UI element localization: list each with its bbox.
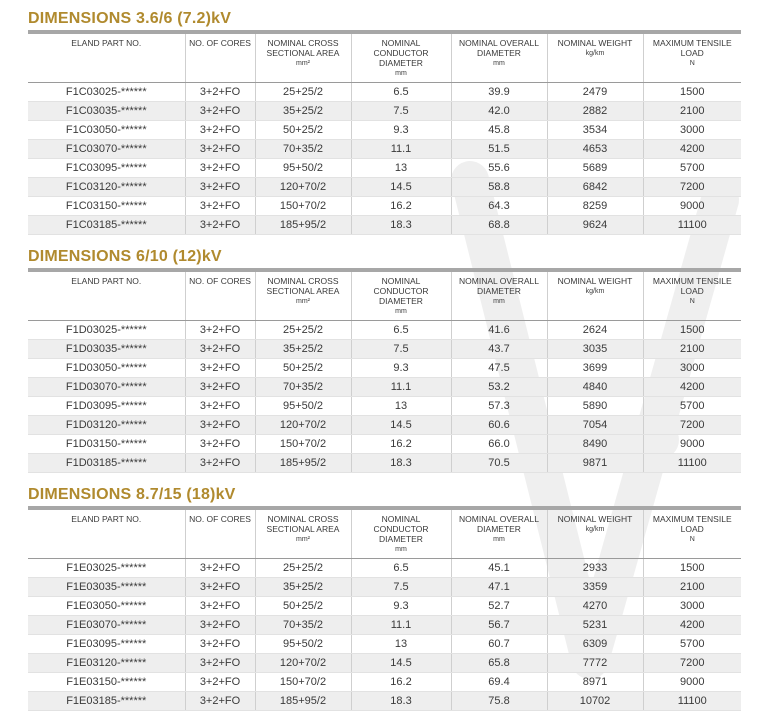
table-cell: 18.3	[351, 692, 451, 711]
table-cell: 3+2+FO	[185, 616, 255, 635]
column-header-label: NOMINAL OVERALL DIAMETER	[459, 38, 539, 58]
table-cell: 25+25/2	[255, 559, 351, 578]
table-cell: 35+25/2	[255, 102, 351, 121]
table-row	[28, 416, 741, 435]
table-cell: 3359	[547, 578, 643, 597]
column-header-label: NO. OF CORES	[189, 276, 251, 286]
table-cell: 39.9	[451, 83, 547, 102]
table-cell: 3+2+FO	[185, 454, 255, 473]
table-cell: 95+50/2	[255, 159, 351, 178]
table-cell: 13	[351, 159, 451, 178]
table-cell: 2100	[643, 578, 741, 597]
table-cell: 11.1	[351, 378, 451, 397]
table-cell: 7.5	[351, 102, 451, 121]
table-cell: 7.5	[351, 340, 451, 359]
table-cell: 3+2+FO	[185, 321, 255, 340]
table-cell: 3000	[643, 597, 741, 616]
column-header	[547, 270, 643, 321]
table-cell: F1C03025-******	[28, 83, 185, 102]
dimensions-table	[28, 268, 741, 473]
column-header-label: ELAND PART NO.	[71, 276, 142, 286]
table-cell: 9624	[547, 216, 643, 235]
table-cell: 45.1	[451, 559, 547, 578]
table-cell: 7200	[643, 654, 741, 673]
table-cell: 3035	[547, 340, 643, 359]
table-cell: F1D03120-******	[28, 416, 185, 435]
column-header	[255, 508, 351, 559]
table-cell: 3+2+FO	[185, 559, 255, 578]
table-cell: 3+2+FO	[185, 121, 255, 140]
table-cell: 7200	[643, 416, 741, 435]
table-cell: 3+2+FO	[185, 140, 255, 159]
column-header	[643, 508, 741, 559]
table-cell: 25+25/2	[255, 83, 351, 102]
table-cell: 14.5	[351, 178, 451, 197]
table-row	[28, 216, 741, 235]
table-cell: 3+2+FO	[185, 178, 255, 197]
column-header-unit: mm	[395, 308, 407, 315]
section-2	[28, 246, 741, 473]
table-cell: 5700	[643, 159, 741, 178]
table-cell: 3+2+FO	[185, 102, 255, 121]
table-cell: 2624	[547, 321, 643, 340]
column-header	[185, 508, 255, 559]
dimensions-table	[28, 30, 741, 235]
table-cell: 8971	[547, 673, 643, 692]
column-header-label: NO. OF CORES	[189, 514, 251, 524]
table-cell: 3000	[643, 121, 741, 140]
column-header	[351, 32, 451, 83]
table-row	[28, 654, 741, 673]
column-header-unit: N	[689, 298, 695, 305]
column-header-label: NOMINAL WEIGHT	[557, 38, 633, 48]
table-cell: 9871	[547, 454, 643, 473]
table-cell: 68.8	[451, 216, 547, 235]
section-title: DIMENSIONS 3.6/6 (7.2)kV	[28, 10, 232, 27]
table-cell: 47.5	[451, 359, 547, 378]
table-cell: 9000	[643, 197, 741, 216]
table-cell: 58.8	[451, 178, 547, 197]
table-cell: 65.8	[451, 654, 547, 673]
table-cell: 3+2+FO	[185, 692, 255, 711]
table-cell: 3534	[547, 121, 643, 140]
table-cell: 7.5	[351, 578, 451, 597]
table-cell: 120+70/2	[255, 654, 351, 673]
table-cell: 53.2	[451, 378, 547, 397]
table-row	[28, 178, 741, 197]
section-1	[28, 8, 741, 235]
table-cell: F1C03035-******	[28, 102, 185, 121]
table-cell: 150+70/2	[255, 197, 351, 216]
table-cell: 11.1	[351, 616, 451, 635]
table-cell: 9000	[643, 435, 741, 454]
column-header	[451, 508, 547, 559]
column-header-label: MAXIMUM TENSILE LOAD	[652, 38, 732, 58]
column-header-unit: mm	[395, 70, 407, 77]
table-row	[28, 578, 741, 597]
table-cell: 56.7	[451, 616, 547, 635]
table-row	[28, 378, 741, 397]
table-cell: 6842	[547, 178, 643, 197]
table-cell: 16.2	[351, 435, 451, 454]
table-cell: F1C03070-******	[28, 140, 185, 159]
table-cell: 16.2	[351, 673, 451, 692]
table-cell: 60.7	[451, 635, 547, 654]
table-row	[28, 321, 741, 340]
table-cell: F1C03050-******	[28, 121, 185, 140]
table-cell: 7772	[547, 654, 643, 673]
table-cell: F1D03185-******	[28, 454, 185, 473]
table-cell: 95+50/2	[255, 397, 351, 416]
table-cell: 35+25/2	[255, 578, 351, 597]
table-cell: 70+35/2	[255, 378, 351, 397]
table-cell: 35+25/2	[255, 340, 351, 359]
table-cell: 3+2+FO	[185, 159, 255, 178]
table-cell: 3000	[643, 359, 741, 378]
column-header-unit: mm²	[296, 60, 310, 67]
column-header-unit: mm	[493, 536, 505, 543]
table-cell: 50+25/2	[255, 359, 351, 378]
table-cell: 13	[351, 635, 451, 654]
table-cell: 66.0	[451, 435, 547, 454]
column-header-label: NOMINAL CONDUCTOR DIAMETER	[373, 514, 429, 544]
table-row	[28, 140, 741, 159]
column-header-label: NO. OF CORES	[189, 38, 251, 48]
table-cell: 7200	[643, 178, 741, 197]
table-row	[28, 673, 741, 692]
column-header	[28, 270, 185, 321]
table-cell: F1D03095-******	[28, 397, 185, 416]
table-cell: 185+95/2	[255, 454, 351, 473]
column-header-unit: N	[689, 536, 695, 543]
table-cell: 2882	[547, 102, 643, 121]
table-cell: 10702	[547, 692, 643, 711]
column-header	[451, 32, 547, 83]
table-header-row	[28, 32, 741, 83]
table-cell: 9.3	[351, 359, 451, 378]
column-header-unit: mm²	[296, 536, 310, 543]
column-header-unit: kg/km	[585, 50, 605, 57]
table-cell: 6.5	[351, 321, 451, 340]
table-cell: F1D03050-******	[28, 359, 185, 378]
table-row	[28, 435, 741, 454]
table-cell: 3+2+FO	[185, 83, 255, 102]
table-cell: 6.5	[351, 559, 451, 578]
table-cell: 5689	[547, 159, 643, 178]
table-cell: 2100	[643, 340, 741, 359]
column-header-label: NOMINAL CONDUCTOR DIAMETER	[373, 38, 429, 68]
table-cell: 52.7	[451, 597, 547, 616]
table-cell: 14.5	[351, 416, 451, 435]
column-header	[28, 508, 185, 559]
table-cell: 5700	[643, 635, 741, 654]
column-header-label: NOMINAL WEIGHT	[557, 276, 633, 286]
table-cell: 11.1	[351, 140, 451, 159]
column-header	[547, 508, 643, 559]
table-cell: 4270	[547, 597, 643, 616]
table-row	[28, 559, 741, 578]
table-cell: F1E03150-******	[28, 673, 185, 692]
table-cell: 150+70/2	[255, 435, 351, 454]
table-cell: 60.6	[451, 416, 547, 435]
table-row	[28, 635, 741, 654]
column-header	[643, 270, 741, 321]
table-cell: 50+25/2	[255, 597, 351, 616]
table-row	[28, 159, 741, 178]
table-cell: F1C03120-******	[28, 178, 185, 197]
column-header-label: NOMINAL OVERALL DIAMETER	[459, 514, 539, 534]
table-cell: 4840	[547, 378, 643, 397]
table-cell: 5700	[643, 397, 741, 416]
table-cell: F1E03120-******	[28, 654, 185, 673]
table-cell: 43.7	[451, 340, 547, 359]
column-header-unit: N	[689, 60, 695, 67]
table-row	[28, 397, 741, 416]
table-cell: 95+50/2	[255, 635, 351, 654]
table-cell: F1D03035-******	[28, 340, 185, 359]
column-header-unit: mm	[395, 546, 407, 553]
table-cell: 6309	[547, 635, 643, 654]
dimensions-table	[28, 506, 741, 711]
table-cell: 8259	[547, 197, 643, 216]
table-row	[28, 454, 741, 473]
table-cell: 70.5	[451, 454, 547, 473]
table-cell: 4653	[547, 140, 643, 159]
column-header-unit: kg/km	[585, 526, 605, 533]
table-cell: 55.6	[451, 159, 547, 178]
table-row	[28, 692, 741, 711]
column-header-label: ELAND PART NO.	[71, 38, 142, 48]
table-header-row	[28, 270, 741, 321]
table-cell: 64.3	[451, 197, 547, 216]
table-cell: 6.5	[351, 83, 451, 102]
table-cell: 4200	[643, 378, 741, 397]
table-cell: 18.3	[351, 216, 451, 235]
table-cell: 3+2+FO	[185, 378, 255, 397]
table-cell: F1E03070-******	[28, 616, 185, 635]
table-cell: 120+70/2	[255, 178, 351, 197]
column-header	[255, 32, 351, 83]
table-cell: 70+35/2	[255, 140, 351, 159]
table-cell: 45.8	[451, 121, 547, 140]
table-cell: 3+2+FO	[185, 416, 255, 435]
table-cell: F1C03150-******	[28, 197, 185, 216]
table-cell: 9000	[643, 673, 741, 692]
table-cell: 3+2+FO	[185, 654, 255, 673]
table-cell: 4200	[643, 140, 741, 159]
table-cell: 185+95/2	[255, 216, 351, 235]
column-header-unit: mm²	[296, 298, 310, 305]
table-cell: 2479	[547, 83, 643, 102]
column-header-label: ELAND PART NO.	[71, 514, 142, 524]
table-cell: 16.2	[351, 197, 451, 216]
column-header-label: NOMINAL WEIGHT	[557, 514, 633, 524]
table-cell: 3+2+FO	[185, 635, 255, 654]
table-cell: 51.5	[451, 140, 547, 159]
table-header-row	[28, 508, 741, 559]
column-header	[185, 270, 255, 321]
table-row	[28, 359, 741, 378]
column-header	[351, 270, 451, 321]
table-row	[28, 121, 741, 140]
section-3	[28, 484, 741, 711]
table-cell: 3699	[547, 359, 643, 378]
table-row	[28, 83, 741, 102]
table-cell: 3+2+FO	[185, 673, 255, 692]
column-header	[547, 32, 643, 83]
table-cell: 47.1	[451, 578, 547, 597]
table-cell: 9.3	[351, 121, 451, 140]
table-row	[28, 197, 741, 216]
column-header-label: NOMINAL CONDUCTOR DIAMETER	[373, 276, 429, 306]
column-header-label: NOMINAL CROSS SECTIONAL AREA	[266, 38, 340, 58]
table-cell: 69.4	[451, 673, 547, 692]
column-header-unit: mm	[493, 298, 505, 305]
table-row	[28, 616, 741, 635]
table-cell: 50+25/2	[255, 121, 351, 140]
table-cell: F1C03185-******	[28, 216, 185, 235]
table-cell: 3+2+FO	[185, 435, 255, 454]
table-cell: F1E03185-******	[28, 692, 185, 711]
table-cell: F1C03095-******	[28, 159, 185, 178]
table-cell: 57.3	[451, 397, 547, 416]
table-cell: 5890	[547, 397, 643, 416]
column-header-unit: kg/km	[585, 288, 605, 295]
table-cell: 1500	[643, 559, 741, 578]
table-cell: 3+2+FO	[185, 597, 255, 616]
table-cell: 3+2+FO	[185, 397, 255, 416]
table-cell: F1D03150-******	[28, 435, 185, 454]
column-header-label: NOMINAL CROSS SECTIONAL AREA	[266, 514, 340, 534]
column-header	[185, 32, 255, 83]
table-cell: 70+35/2	[255, 616, 351, 635]
table-cell: 2933	[547, 559, 643, 578]
table-row	[28, 597, 741, 616]
table-row	[28, 340, 741, 359]
section-title: DIMENSIONS 8.7/15 (18)kV	[28, 486, 236, 503]
table-cell: 41.6	[451, 321, 547, 340]
table-cell: 11100	[643, 454, 741, 473]
table-cell: 1500	[643, 83, 741, 102]
table-cell: F1E03025-******	[28, 559, 185, 578]
table-cell: 120+70/2	[255, 416, 351, 435]
table-cell: 7054	[547, 416, 643, 435]
table-cell: 3+2+FO	[185, 216, 255, 235]
column-header	[643, 32, 741, 83]
table-cell: 1500	[643, 321, 741, 340]
table-cell: F1E03095-******	[28, 635, 185, 654]
table-cell: 3+2+FO	[185, 340, 255, 359]
table-cell: 3+2+FO	[185, 197, 255, 216]
column-header-label: NOMINAL OVERALL DIAMETER	[459, 276, 539, 296]
table-cell: 25+25/2	[255, 321, 351, 340]
table-cell: 75.8	[451, 692, 547, 711]
table-cell: 8490	[547, 435, 643, 454]
table-cell: 11100	[643, 216, 741, 235]
table-cell: 42.0	[451, 102, 547, 121]
column-header	[451, 270, 547, 321]
column-header	[351, 508, 451, 559]
column-header-label: MAXIMUM TENSILE LOAD	[652, 514, 732, 534]
column-header-label: NOMINAL CROSS SECTIONAL AREA	[266, 276, 340, 296]
table-cell: 5231	[547, 616, 643, 635]
table-cell: 185+95/2	[255, 692, 351, 711]
table-cell: 18.3	[351, 454, 451, 473]
table-cell: 9.3	[351, 597, 451, 616]
column-header	[28, 32, 185, 83]
table-cell: 14.5	[351, 654, 451, 673]
table-cell: 13	[351, 397, 451, 416]
table-cell: F1D03025-******	[28, 321, 185, 340]
column-header-label: MAXIMUM TENSILE LOAD	[652, 276, 732, 296]
column-header-unit: mm	[493, 60, 505, 67]
table-row	[28, 102, 741, 121]
table-cell: 150+70/2	[255, 673, 351, 692]
table-cell: 3+2+FO	[185, 578, 255, 597]
table-cell: F1E03050-******	[28, 597, 185, 616]
table-cell: 4200	[643, 616, 741, 635]
table-cell: 3+2+FO	[185, 359, 255, 378]
table-cell: 11100	[643, 692, 741, 711]
column-header	[255, 270, 351, 321]
section-title: DIMENSIONS 6/10 (12)kV	[28, 248, 222, 265]
table-cell: 2100	[643, 102, 741, 121]
table-cell: F1E03035-******	[28, 578, 185, 597]
table-cell: F1D03070-******	[28, 378, 185, 397]
